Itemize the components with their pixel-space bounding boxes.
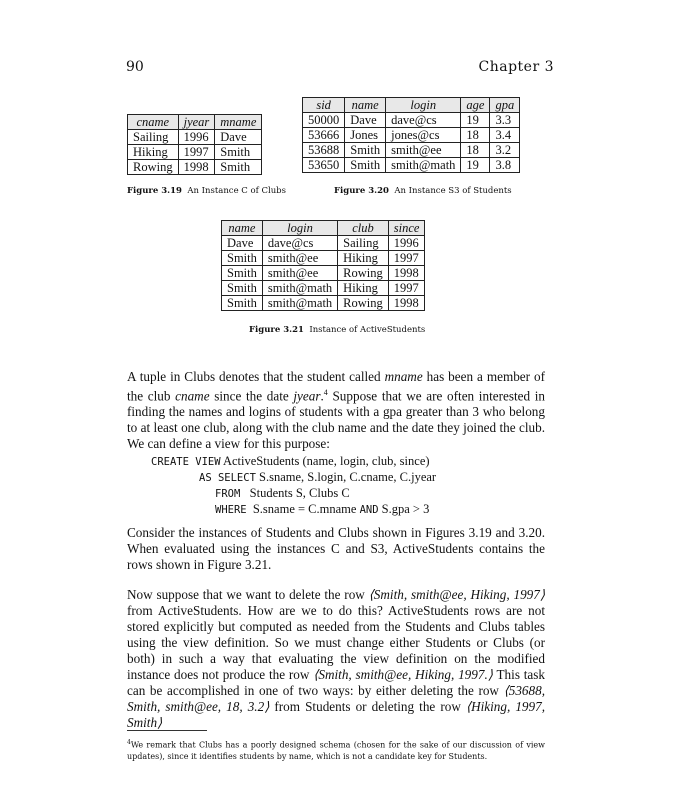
caption-text: Instance of ActiveStudents (309, 325, 426, 335)
students-table (302, 97, 520, 173)
active-students-table (221, 220, 425, 311)
table-cell: smith@math (262, 296, 337, 311)
text-run: from ActiveStudents. How are we to do this? ActiveStudents rows are not stored explicitly but computed as needed from the Students and Clubs tables using the view definition. So we must change either Students or Clubs (or both) in such a way that evaluating the view definition on the modified instance does not produce the row (127, 603, 545, 682)
table-cell: smith@ee (386, 143, 461, 158)
table-cell: 3.8 (490, 158, 520, 173)
table-cell: jones@cs (386, 128, 461, 143)
figure-3-20-caption (334, 186, 512, 196)
paragraph-view-update (127, 587, 545, 731)
sql-text: S.gpa > 3 (378, 502, 430, 516)
column-header: age (461, 98, 490, 113)
page-number: 90 (126, 59, 144, 75)
table-cell: 53688 (303, 143, 345, 158)
table-cell: 1997 (388, 251, 425, 266)
emphasis: ⟨Hiking, 1997, Smith⟩ (127, 699, 545, 730)
table-cell: Smith (215, 160, 262, 175)
sql-view-definition (151, 454, 436, 518)
table-cell: Smith (222, 281, 263, 296)
caption-label: Figure 3.21 (249, 325, 304, 335)
table-cell: Hiking (128, 145, 179, 160)
table-cell: smith@ee (262, 266, 337, 281)
table-cell: 50000 (303, 113, 345, 128)
emphasis: cname (175, 388, 210, 404)
column-header: gpa (490, 98, 520, 113)
text-run: from Students or deleting the row (269, 699, 466, 714)
table-cell: Rowing (128, 160, 179, 175)
caption-text: An Instance C of Clubs (187, 186, 286, 196)
column-header: login (262, 221, 337, 236)
column-header: since (388, 221, 425, 236)
table-cell: 3.4 (490, 128, 520, 143)
table-cell: 1998 (178, 160, 215, 175)
table-cell: 18 (461, 143, 490, 158)
table-cell: smith@math (262, 281, 337, 296)
column-header: login (386, 98, 461, 113)
paragraph-clubs-description: A tuple in Clubs denotes that the student called mname has been a member of the club cname since the date jyear.$^4$ Suppose that we are often interested in finding the names and logins of students with a gpa greater than 3 who belong to at least one club, along with the club name and the date they joined the club. We can define a view for this purpose: (127, 369, 545, 452)
text-run: has been a member of the club (127, 369, 545, 404)
figure-3-19-caption (127, 186, 286, 196)
column-header: name (222, 221, 263, 236)
column-header: cname (128, 115, 179, 130)
table-cell: 3.3 (490, 113, 520, 128)
sql-text: Students S, Clubs C (240, 486, 350, 500)
footnote (127, 737, 545, 762)
table-row (128, 130, 262, 145)
column-header: sid (303, 98, 345, 113)
table-cell: Rowing (338, 266, 389, 281)
text-run: Suppose that we are often interested in finding the names and logins of students with a gpa greater than 3 who belong to at least one club, along with the club name and the date they joined the club. We can define a view for this purpose: (127, 388, 545, 452)
table-cell: Dave (345, 113, 386, 128)
table-cell: Smith (215, 145, 262, 160)
sql-keyword: FROM (215, 488, 241, 500)
table-cell: 53666 (303, 128, 345, 143)
table-cell: Sailing (128, 130, 179, 145)
sql-keyword: WHERE (215, 504, 247, 516)
footnote-marker: 4 (323, 388, 328, 397)
sql-keyword: AND (359, 504, 379, 516)
table-row (222, 251, 425, 266)
table-row (222, 266, 425, 281)
table-row (303, 128, 520, 143)
table-cell: 53650 (303, 158, 345, 173)
column-header: mname (215, 115, 262, 130)
column-header: club (338, 221, 389, 236)
figure-3-21-caption (249, 325, 425, 335)
sql-text: ActiveStudents (name, login, club, since) (220, 454, 430, 468)
text-run: since the date (209, 388, 294, 404)
chapter-heading: Chapter 3 (478, 59, 554, 75)
table-cell: smith@math (386, 158, 461, 173)
table-row (128, 145, 262, 160)
table-cell: Rowing (338, 296, 389, 311)
table-row (128, 160, 262, 175)
table-cell: 1997 (178, 145, 215, 160)
text-run: This task can be accomplished in one of two ways: by either deleting the row (127, 667, 546, 698)
table-cell: Smith (222, 251, 263, 266)
table-cell: 3.2 (490, 143, 520, 158)
column-header: name (345, 98, 386, 113)
table-cell: Smith (345, 143, 386, 158)
table-cell: 19 (461, 113, 490, 128)
table-cell: 1996 (388, 236, 425, 251)
table-cell: Dave (215, 130, 262, 145)
table-cell: 18 (461, 128, 490, 143)
table-cell: Smith (345, 158, 386, 173)
table-cell: Dave (222, 236, 263, 251)
emphasis: ⟨53688, Smith, smith@ee, 18, 3.2⟩ (127, 683, 545, 714)
caption-label: Figure 3.20 (334, 186, 389, 196)
table-cell: 1997 (388, 281, 425, 296)
sql-keyword: CREATE VIEW (151, 456, 221, 468)
footnote-divider (127, 730, 207, 731)
table-cell: Sailing (338, 236, 389, 251)
table-header-row (128, 115, 262, 130)
table-cell: 1998 (388, 266, 425, 281)
table-cell: 1998 (388, 296, 425, 311)
text-run: A tuple in Clubs denotes that the student called (127, 369, 385, 384)
paragraph-instances: Consider the instances of Students and Clubs shown in Figures 3.19 and 3.20. When evaluated using the instances C and S3, ActiveStudents contains the rows shown in Figure 3.21. (127, 525, 545, 572)
table-row (303, 143, 520, 158)
table-row (222, 296, 425, 311)
table-cell: 19 (461, 158, 490, 173)
footnote-text: We remark that Clubs has a poorly designed schema (chosen for the sake of our discussion of view updates), since it identifies students by name, which is not a candidate key for Students. (127, 740, 545, 761)
emphasis: mname (384, 369, 423, 384)
footnote-marker: 4 (127, 739, 131, 746)
text-run: Now suppose that we want to delete the row (127, 587, 369, 602)
table-cell: smith@ee (262, 251, 337, 266)
sql-keyword: AS SELECT (199, 472, 256, 484)
table-cell: Hiking (338, 281, 389, 296)
emphasis: ⟨Smith, smith@ee, Hiking, 1997⟩ (368, 587, 545, 602)
table-cell: 1996 (178, 130, 215, 145)
table-cell: dave@cs (386, 113, 461, 128)
emphasis: jyear (293, 388, 321, 404)
sql-text: S.sname = C.mname (246, 502, 360, 516)
emphasis: ⟨Smith, smith@ee, Hiking, 1997.⟩ (313, 667, 493, 682)
table-header-row (303, 98, 520, 113)
caption-text: An Instance S3 of Students (394, 186, 512, 196)
column-header: jyear (178, 115, 215, 130)
table-row (222, 281, 425, 296)
table-row (222, 236, 425, 251)
sql-text: S.sname, S.login, C.cname, C.jyear (255, 470, 437, 484)
table-row (303, 113, 520, 128)
table-row (303, 158, 520, 173)
table-cell: Hiking (338, 251, 389, 266)
clubs-table (127, 114, 262, 175)
table-cell: Smith (222, 266, 263, 281)
table-cell: Smith (222, 296, 263, 311)
table-cell: Jones (345, 128, 386, 143)
caption-label: Figure 3.19 (127, 186, 182, 196)
table-cell: dave@cs (262, 236, 337, 251)
table-header-row (222, 221, 425, 236)
